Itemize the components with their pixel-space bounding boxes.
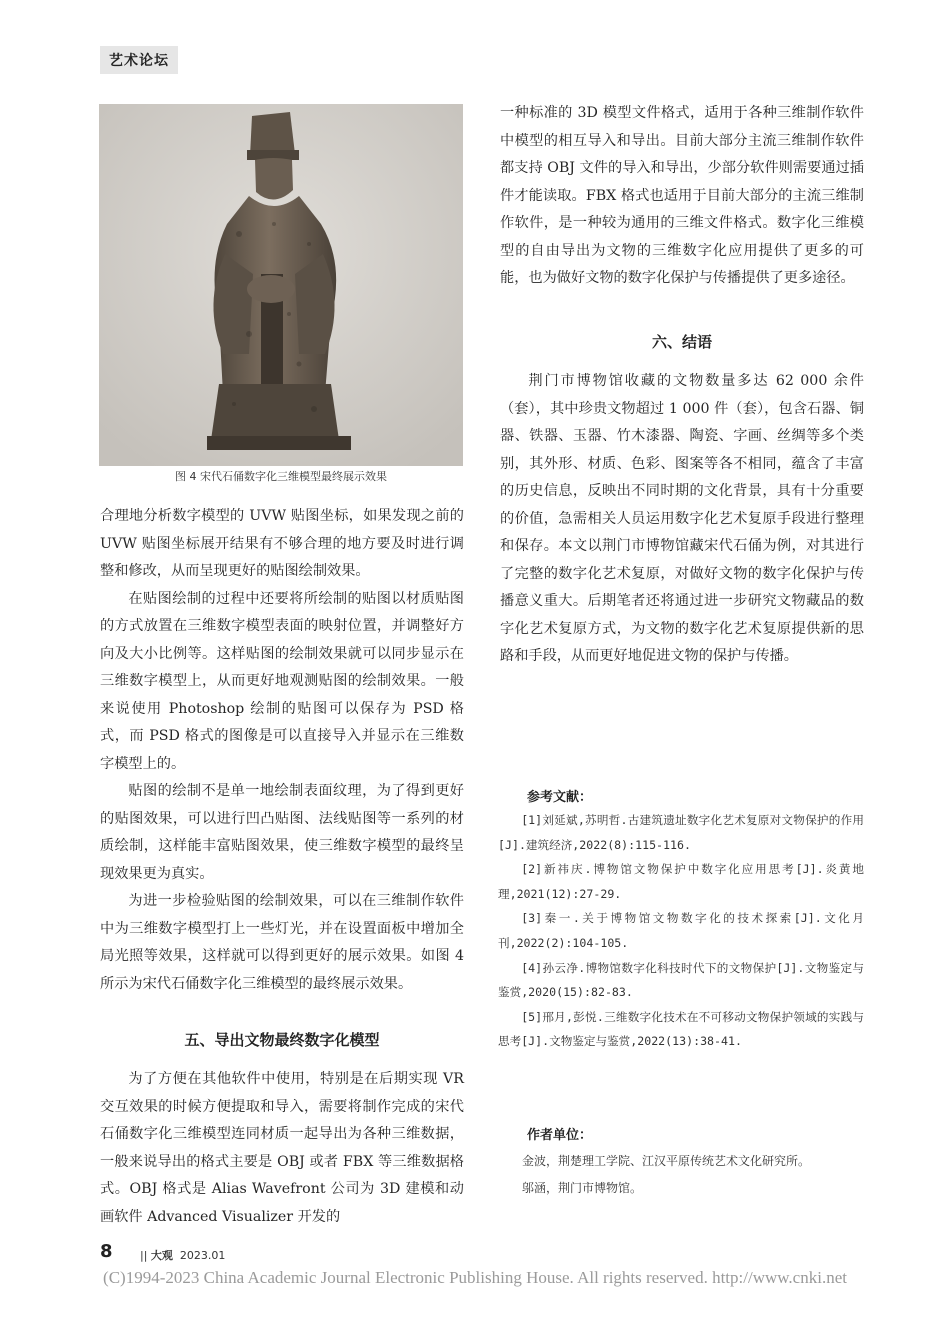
section-6-heading: 六、结语 (651, 333, 712, 351)
author-affiliation: 邬涵，荆门市博物馆。 (522, 1181, 643, 1195)
column-tag: 艺术论坛 (100, 46, 178, 74)
section-5-heading: 五、导出文物最终数字化模型 (184, 1031, 380, 1049)
author-affiliation-heading: 作者单位： (527, 1128, 593, 1143)
reference-item: [1]刘延斌,苏明哲.古建筑遗址数字化艺术复原对文物保护的作用[J].建筑经济,2022(8):115-116. (498, 813, 864, 852)
author-affiliation-list (498, 1148, 864, 1202)
paragraph: 为进一步检验贴图的绘制效果，可以在三维制作软件中为三维数字模型打上一些灯光，并在设置面板中增加全局光照等效果，这样就可以得到更好的展示效果。如图 4 所示为宋代石俑数字化三维模型的最终展示效果。 (100, 893, 464, 992)
author-affiliation: 金波，荆楚理工学院、江汉平原传统艺术文化研究所。 (522, 1154, 811, 1168)
paragraph: 为了方便在其他软件中使用，特别是在后期实现 VR 交互效果的时候方便提取和导入，需要将制作完成的宋代石俑数字化三维模型连同材质一起导出为各种三维数据，一般来说导出的格式主要是 OBJ 或者 FBX 等三维数据格式。OBJ 格式是 Alias Wavefront 公司为 3D 建模和动画软件 Advanced Visualizer 开发的 (100, 1071, 464, 1225)
references-list (498, 808, 864, 1054)
paragraph: 在贴图绘制的过程中还要将所绘制的贴图以材质贴图的方式放置在三维数字模型表面的映射位置，并调整好方向及大小比例等。这样贴图的绘制效果就可以同步显示在三维数字模型上，从而更好地观测贴图的绘制效果。一般来说使用 Photoshop 绘制的贴图可以保存为 PSD 格式，而 PSD 格式的图像是可以直接导入并显示在三维数字模型上的。 (100, 590, 464, 772)
journal-separator: || (140, 1249, 151, 1262)
page-number: 8 (100, 1241, 113, 1262)
journal-name: 大观 (150, 1249, 173, 1262)
paragraph: 合理地分析数字模型的 UVW 贴图坐标，如果发现之前的 UVW 贴图坐标展开结果有不够合理的地方要及时进行调整和修改，从而呈现更好的贴图绘制效果。 (100, 508, 464, 579)
reference-item: [3]秦一.关于博物馆文物数字化的技术探索[J].文化月刊,2022(2):104-105. (498, 911, 864, 950)
left-column-body (100, 503, 464, 998)
references-heading: 参考文献： (527, 790, 593, 805)
section-6-body (500, 368, 864, 671)
reference-item: [4]孙云净.博物馆数字化科技时代下的文物保护[J].文物鉴定与鉴赏,2020(15):82-83. (498, 960, 864, 1000)
reference-item: [5]邢月,彭悦.三维数字化技术在不可移动文物保护领域的实践与思考[J].文物鉴定与鉴赏,2022(13):38-41. (498, 1009, 864, 1049)
journal-issue: 2023.01 (179, 1249, 226, 1262)
paragraph: 荆门市博物馆收藏的文物数量多达 62 000 余件（套），其中珍贵文物超过 1 000 件（套），包含石器、铜器、铁器、玉器、竹木漆器、陶瓷、字画、丝绸等多个类别，其外形、材质、色彩、图案等各不相同，蕴含了丰富的历史信息，反映出不同时期的文化背景，具有十分重要的价值，急需相关人员运用数字化艺术复原手段进行整理和保存。本文以荆门市博物馆藏宋代石俑为例，对其进行了完整的数字化艺术复原，对做好文物的数字化保护与传播意义重大。后期笔者还将通过进一步研究文物藏品的数字化艺术复原方式，为文物的数字化艺术复原提供新的思路和手段，从而更好地促进文物的保护与传播。 (500, 373, 864, 664)
figure-image (99, 104, 463, 466)
copyright-notice: (C)1994-2023 China Academic Journal Electronic Publishing House. All rights reserved. http://www.cnki.net (103, 1268, 847, 1287)
stone-figurine-image (99, 104, 463, 466)
section-5-body (100, 1066, 464, 1231)
paragraph: 一种标准的 3D 模型文件格式，适用于各种三维制作软件中模型的相互导入和导出。目前大部分主流三维制作软件都支持 OBJ 文件的导入和导出，少部分软件则需要通过插件才能读取。FBX 格式也适用于目前大部分的主流三维制作软件，是一种较为通用的三维文件格式。数字化三维模型的自由导出为文物的三维数字化应用提供了更多的可能，也为做好文物的数字化保护与传播提供了更多途径。 (500, 105, 864, 286)
journal-info (140, 1247, 225, 1263)
right-column-continuation (500, 100, 864, 293)
paragraph: 贴图的绘制不是单一地绘制表面纹理，为了得到更好的贴图效果，可以进行凹凸贴图、法线贴图等一系列的材质绘制，这样能丰富贴图效果，使三维数字模型的最终呈现效果更为真实。 (100, 783, 464, 882)
figure-caption: 图 4 宋代石俑数字化三维模型最终展示效果 (175, 470, 387, 483)
reference-item: [2]新祎庆.博物馆文物保护中数字化应用思考[J].炎黄地理,2021(12):27-29. (498, 862, 864, 901)
